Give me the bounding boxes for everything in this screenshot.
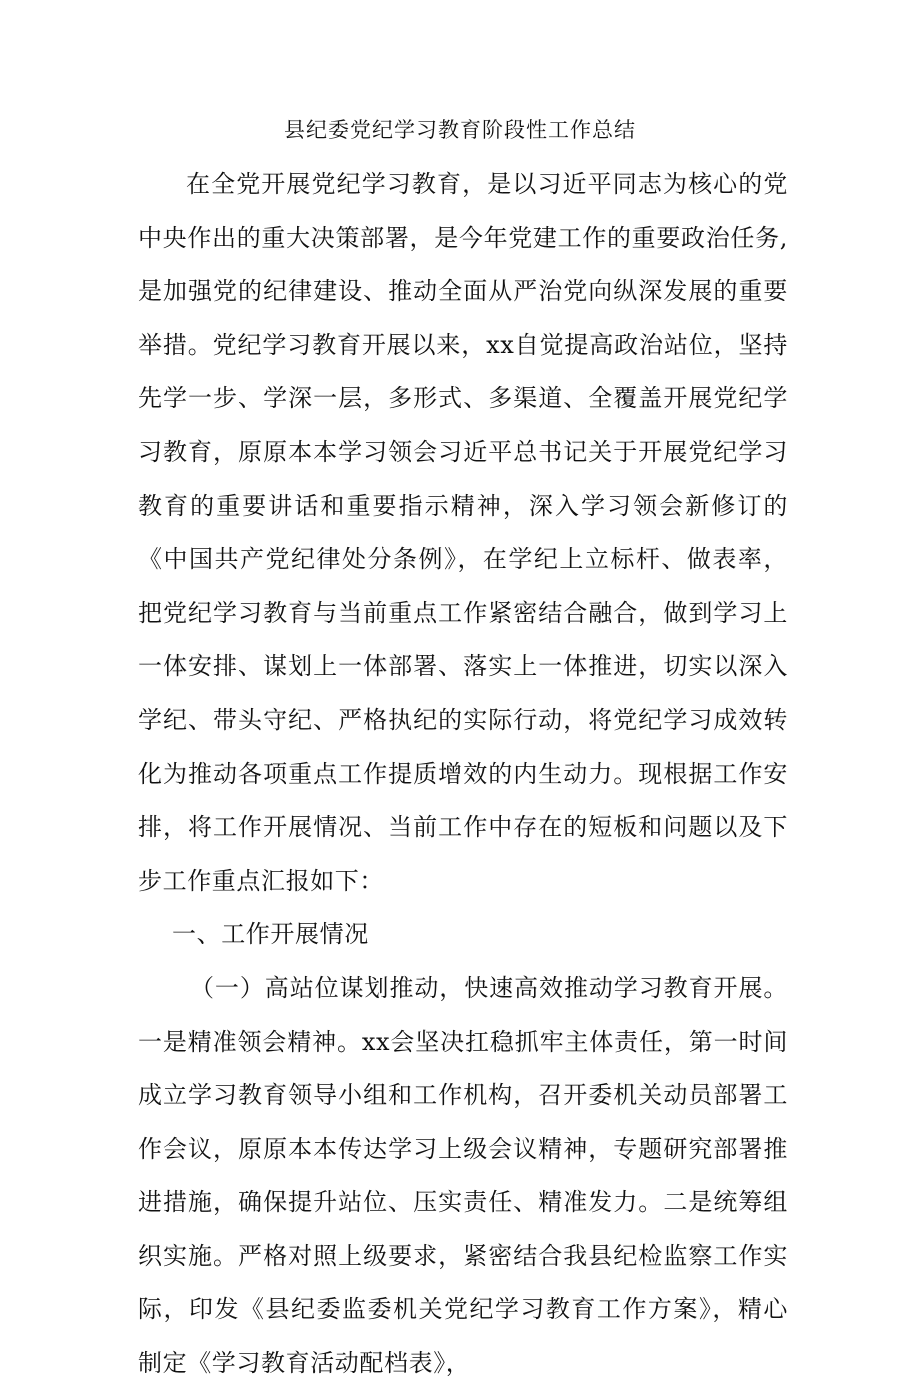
document-body xyxy=(138,158,788,1391)
document-title: 县纪委党纪学习教育阶段性工作总结 xyxy=(284,118,636,142)
section-heading-work-progress: 一、工作开展情况 xyxy=(172,920,369,949)
subsection-paragraph-1: （一）高站位谋划推动，快速高效推动学习教育开展。一是精准领会精神。xx会坚决扛稳抓牢主体责任，第一时间成立学习教育领导小组和工作机构，召开委机关动员部署工作会议，原原本本传达学习上级会议精神，专题研究部署推进措施，确保提升站位、压实责任、精准发力。二是统筹组织实施。严格对照上级要求，紧密结合我县纪检监察工作实际，印发《县纪委监委机关党纪学习教育工作方案》，精心制定《学习教育活动配档表》， xyxy=(138,973,788,1378)
intro-paragraph: 在全党开展党纪学习教育，是以习近平同志为核心的党中央作出的重大决策部署，是今年党建工作的重要政治任务,是加强党的纪律建设、推动全面从严治党向纵深发展的重要举措。党纪学习教育开展以来，xx自觉提高政治站位，坚持先学一步、学深一层，多形式、多渠道、全覆盖开展党纪学习教育，原原本本学习领会习近平总书记关于开展党纪学习教育的重要讲话和重要指示精神，深入学习领会新修订的《中国共产党纪律处分条例》，在学纪上立标杆、做表率，把党纪学习教育与当前重点工作紧密结合融合，做到学习上一体安排、谋划上一体部署、落实上一体推进，切实以深入学纪、带头守纪、严格执纪的实际行动，将党纪学习成效转化为推动各项重点工作提质增效的内生动力。现根据工作安排，将工作开展情况、当前工作中存在的短板和问题以及下步工作重点汇报如下： xyxy=(138,170,788,895)
